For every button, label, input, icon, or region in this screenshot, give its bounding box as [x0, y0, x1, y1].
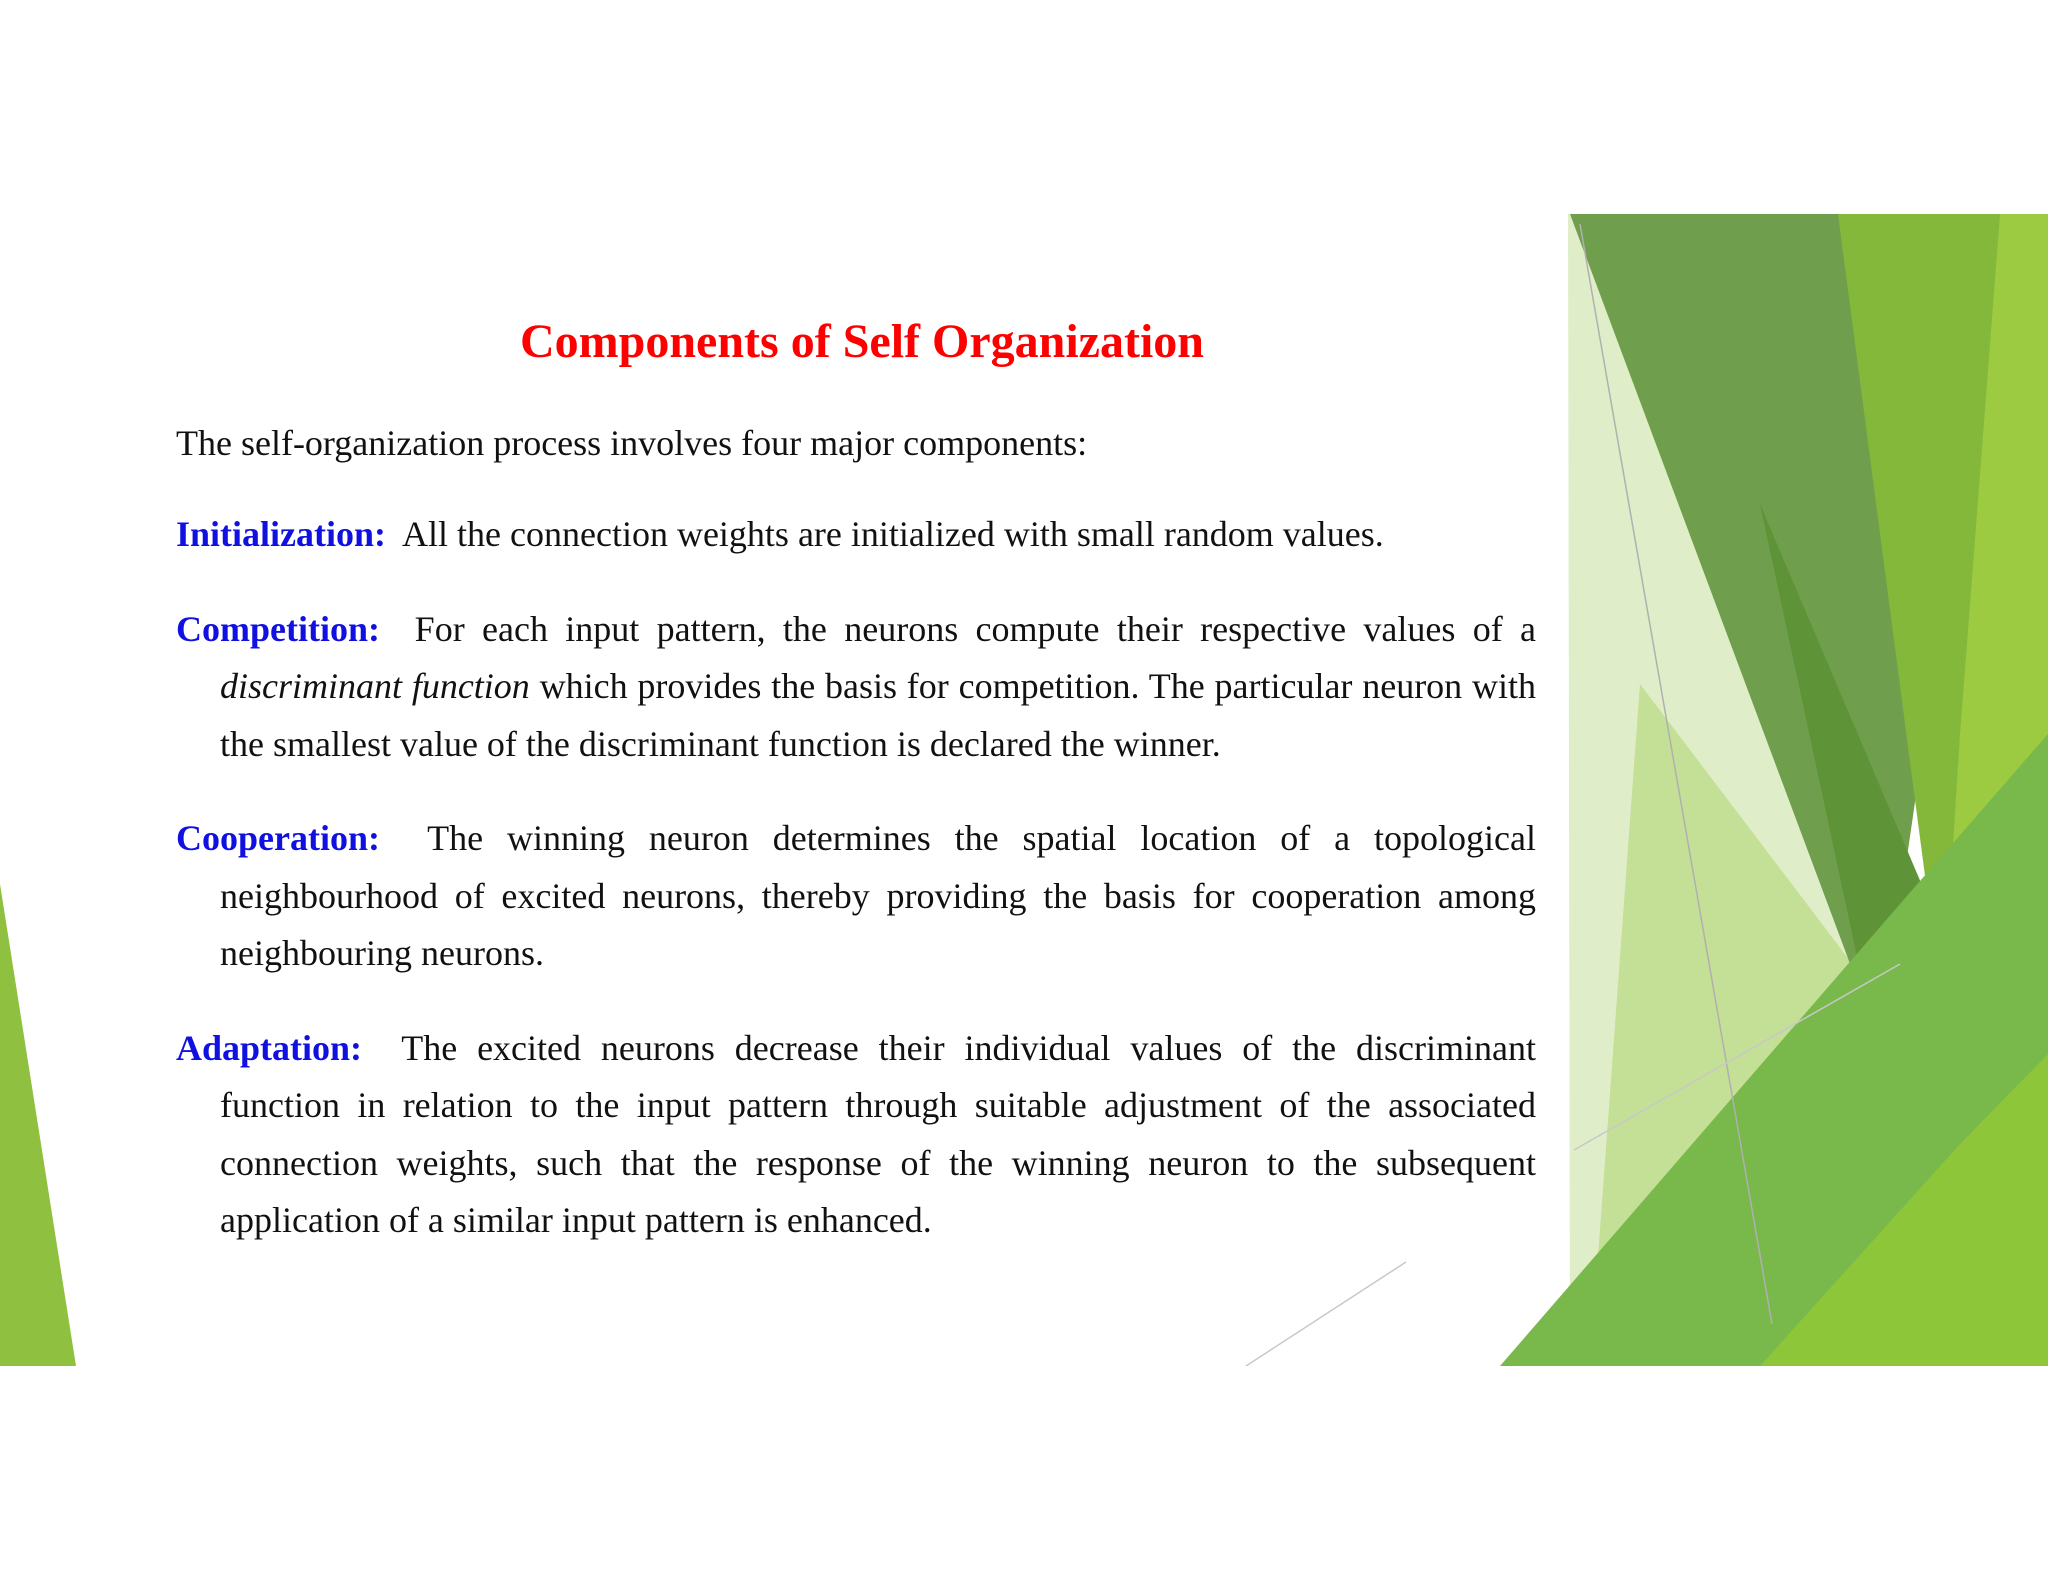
- component-competition: [176, 601, 1536, 774]
- thin-line-3: [1246, 1262, 1406, 1366]
- intro-text: The self-organization process involves four major components:: [176, 423, 1088, 463]
- term-initialization: Initialization:: [176, 514, 387, 554]
- term-cooperation: Cooperation:: [176, 818, 380, 858]
- left-green-wedge: [0, 884, 76, 1366]
- cooperation-description: The winning neuron determines the spatial location of a topological neighbourhood of excited neurons, thereby providing the basis for cooperation among neighbouring neurons.: [220, 818, 1536, 973]
- term-competition: Competition:: [176, 608, 380, 649]
- component-adaptation: [176, 1020, 1536, 1250]
- initialization-description: All the connection weights are initialized with small random values.: [402, 514, 1384, 554]
- term-adaptation: Adaptation:: [176, 1027, 363, 1068]
- slide-title: Components of Self Organization: [520, 315, 1204, 368]
- slide-body: [176, 414, 1536, 1250]
- slide: [0, 214, 2048, 1366]
- competition-emphasis: discriminant function: [220, 666, 530, 706]
- competition-description-start: For each input pattern, the neurons compute their respective values of a: [414, 608, 1537, 649]
- competition-description-end: which provides the basis for competition. The particular neuron with the smallest value of the discriminant function is declared the winner.: [220, 666, 1536, 764]
- adaptation-description: The excited neurons decrease their individual values of the discriminant function in relation to the input pattern through suitable adjustment of the associated connection weights, such that the response of the winning neuron to the subsequent application of a similar input pattern is enhanced.: [220, 1027, 1536, 1240]
- component-cooperation: [176, 810, 1536, 983]
- component-initialization: [176, 506, 1536, 564]
